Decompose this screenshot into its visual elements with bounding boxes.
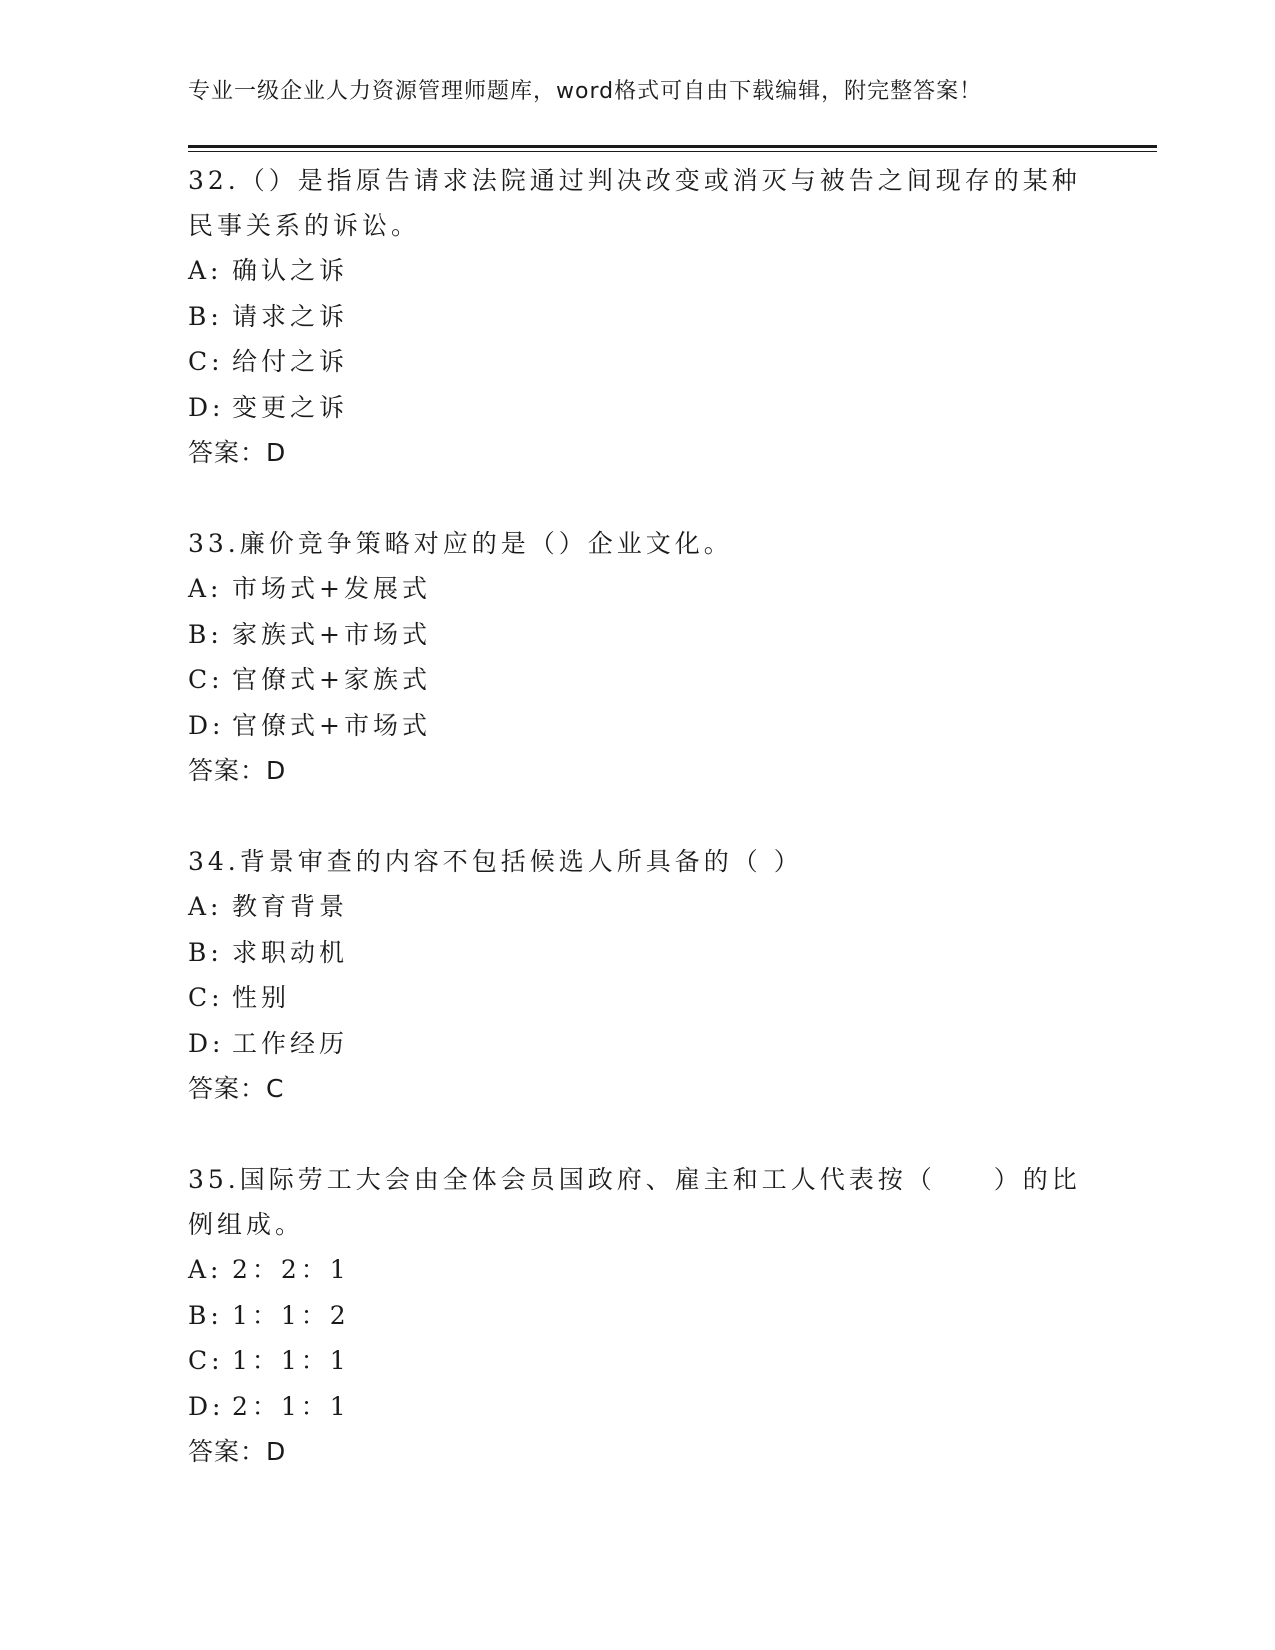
- option-b: [188, 1293, 1088, 1339]
- option-label: D:: [188, 1391, 225, 1421]
- question-text-line: 35.国际劳工大会由全体会员国政府、雇主和工人代表按（ ）的比: [188, 1165, 1081, 1194]
- option-label: B:: [188, 619, 223, 649]
- option-label: B:: [188, 301, 223, 331]
- option-label: D:: [188, 1028, 225, 1058]
- option-d: [188, 703, 1088, 749]
- option-label: C:: [188, 1346, 224, 1375]
- option-label: D:: [188, 710, 225, 740]
- option-text: 市场式+发展式: [232, 574, 431, 603]
- option-label: A:: [188, 256, 223, 285]
- answer-line: 答案：D: [188, 1437, 287, 1466]
- option-text: 工作经历: [232, 1028, 349, 1058]
- option-b: [188, 930, 1088, 976]
- option-a: [188, 884, 1088, 930]
- option-c: [188, 1338, 1088, 1384]
- option-text: 请求之诉: [232, 301, 349, 331]
- option-text: 变更之诉: [232, 392, 349, 422]
- option-a: [188, 566, 1088, 612]
- option-d: [188, 385, 1088, 431]
- option-text: 确认之诉: [232, 256, 349, 285]
- question-34: [188, 839, 1088, 1112]
- option-label: A:: [188, 1255, 223, 1284]
- option-c: [188, 975, 1088, 1021]
- option-c: [188, 657, 1088, 703]
- option-a: [188, 248, 1088, 294]
- option-label: B:: [188, 937, 223, 967]
- option-text: 官僚式+市场式: [232, 710, 431, 740]
- question-text-line: 民事关系的诉讼。: [188, 211, 421, 240]
- answer-line: 答案：D: [188, 438, 287, 467]
- option-text: 官僚式+家族式: [232, 665, 431, 694]
- answer-line: 答案：C: [188, 1074, 285, 1103]
- option-text: 性别: [232, 983, 291, 1012]
- option-d: [188, 1384, 1088, 1430]
- page-header: 专业一级企业人力资源管理师题库，word格式可自由下载编辑，附完整答案！: [188, 79, 983, 104]
- option-label: D:: [188, 392, 225, 422]
- question-text-line: 34.背景审查的内容不包括候选人所具备的（ ）: [188, 847, 803, 876]
- option-text: 给付之诉: [232, 347, 349, 376]
- header-divider-thin: [188, 151, 1157, 152]
- option-text: 家族式+市场式: [232, 619, 431, 649]
- option-text: 2：2：1: [232, 1255, 350, 1284]
- question-list: [188, 158, 1088, 1520]
- question-text-line: 33.廉价竞争策略对应的是（）企业文化。: [188, 529, 733, 558]
- option-text: 1：1：2: [232, 1300, 350, 1330]
- option-label: B:: [188, 1300, 223, 1330]
- option-label: A:: [188, 574, 223, 603]
- question-32: [188, 158, 1088, 476]
- option-b: [188, 612, 1088, 658]
- option-text: 1：1：1: [232, 1346, 350, 1375]
- header-divider-thick: [188, 145, 1157, 148]
- option-text: 求职动机: [232, 937, 349, 967]
- option-b: [188, 294, 1088, 340]
- option-c: [188, 339, 1088, 385]
- question-35: [188, 1157, 1088, 1475]
- question-text-line: 32.（）是指原告请求法院通过判决改变或消灭与被告之间现存的某种: [188, 166, 1081, 195]
- option-text: 2：1：1: [232, 1391, 350, 1421]
- option-label: A:: [188, 892, 223, 921]
- question-text-line: 例组成。: [188, 1210, 305, 1239]
- option-label: C:: [188, 983, 224, 1012]
- option-a: [188, 1247, 1088, 1293]
- option-d: [188, 1021, 1088, 1067]
- option-text: 教育背景: [232, 892, 349, 921]
- option-label: C:: [188, 347, 224, 376]
- option-label: C:: [188, 665, 224, 694]
- answer-line: 答案：D: [188, 756, 287, 785]
- question-33: [188, 521, 1088, 794]
